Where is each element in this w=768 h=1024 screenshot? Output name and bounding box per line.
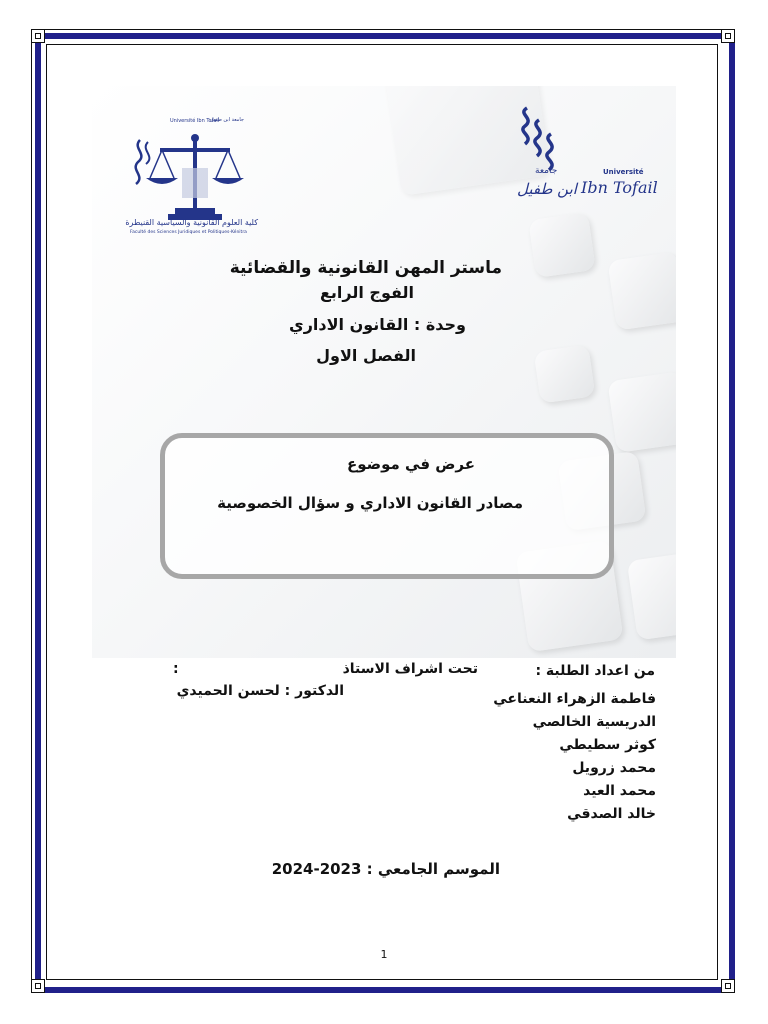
student-name: الدريسية الخالصي	[532, 714, 656, 730]
cohort-label: الفوج الرابع	[319, 283, 414, 302]
frame-corner-top-left	[31, 29, 45, 43]
student-name: محمد العيد	[583, 783, 656, 799]
logo-ibn-latin: Ibn Tofail	[581, 178, 658, 197]
module-label: وحدة : القانون الاداري	[289, 315, 466, 334]
decor-tile	[627, 552, 676, 641]
logo-ibn-arabic: ابن طفيل	[517, 180, 577, 198]
logo-univ-arabic: جامعة ابن طفيل	[210, 117, 244, 123]
frame-corner-top-right	[721, 29, 735, 43]
decor-tile	[528, 212, 595, 278]
logo-faculty-french: Faculté des Sciences Juridiques et Politiques-Kénitra	[130, 230, 247, 235]
scales-of-justice-icon	[125, 128, 260, 228]
frame-corner-bottom-left	[31, 979, 45, 993]
student-name: محمد زرويل	[572, 760, 656, 776]
semester-label: الفصل الاول	[316, 346, 416, 365]
logo-univ-latin: Université Ibn Tofail	[170, 118, 220, 124]
decor-tile	[607, 371, 676, 453]
supervisor-name: الدكتور : لحسن الحميدي	[176, 683, 344, 699]
university-logo	[515, 100, 658, 210]
decor-tile	[534, 344, 596, 403]
academic-year: الموسم الجامعي : 2023-2024	[271, 860, 500, 878]
student-name: فاطمة الزهراء النعناعي	[493, 691, 656, 707]
topic-intro: عرض في موضوع	[346, 455, 475, 473]
supervision-heading: تحت اشراف الاستاذ	[342, 661, 478, 677]
topic-title: مصادر القانون الاداري و سؤال الخصوصية	[217, 494, 523, 512]
decor-tile	[607, 251, 676, 330]
faculty-logo	[125, 117, 260, 236]
students-heading: من اعداد الطلبة :	[535, 663, 655, 679]
logo-word-universite: Université	[603, 168, 644, 176]
supervision-colon: :	[173, 661, 179, 677]
frame-corner-bottom-right	[721, 979, 735, 993]
student-name: خالد الصدقي	[567, 806, 656, 822]
logo-faculty-arabic: كلية العلوم القانونية والسياسية القنيطرة	[125, 218, 258, 227]
student-name: كوثر سطيطي	[559, 737, 656, 753]
logo-word-jamia: جامعة	[535, 166, 558, 176]
page-number: 1	[380, 948, 388, 961]
master-program-title: ماستر المهن القانونية والقضائية	[229, 258, 502, 278]
